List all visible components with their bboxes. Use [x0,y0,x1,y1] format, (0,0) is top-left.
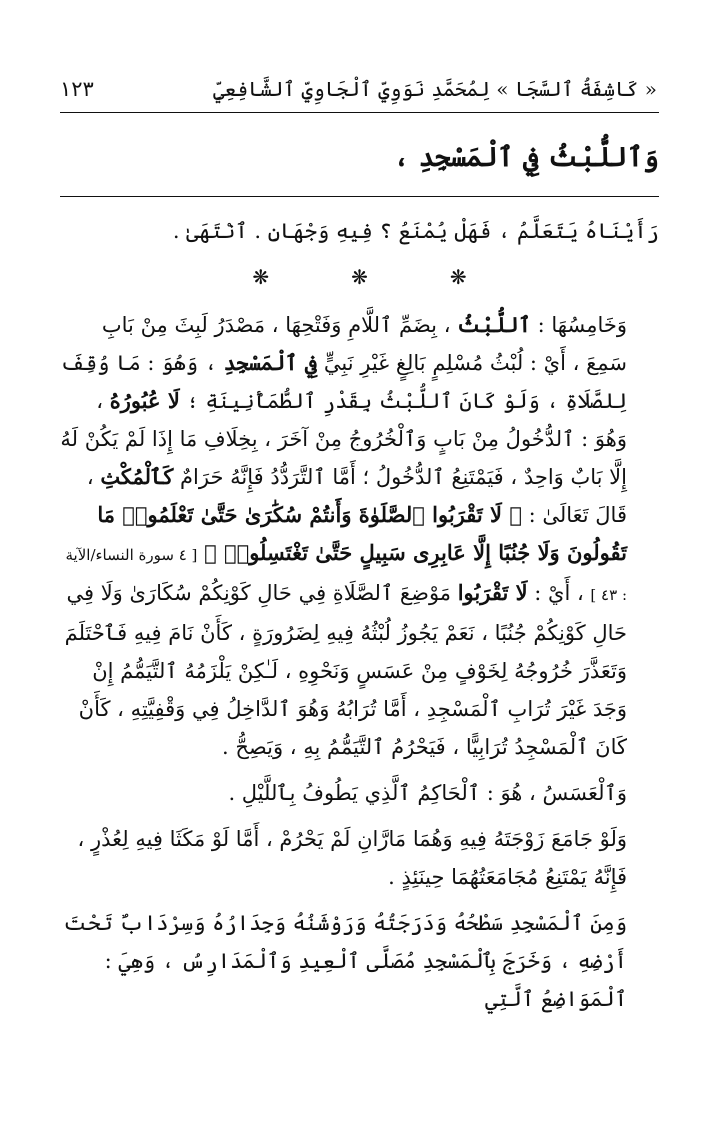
paragraph-end-of-previous: رَأَيْنَاهُ يَتَعَلَّمُ ، فَهَلْ يُمْنَعُ ؟ فِيهِ وَجْهَانِ . ٱنْتَهَىٰ . [172,219,659,243]
asterisk-ornament: ❋ [252,265,270,289]
asterisk-ornament: ❋ [449,265,467,289]
quran-verse: ﴿ لَا تَقْرَبُوا ٱلصَّلَوٰةَ وَأَنتُمْ سُكَٰرَىٰ حَتَّىٰ تَعْلَمُوا۟ مَا تَقُولُونَ وَلَا جُنُبًا إِلَّا عَابِرِى سَبِيلٍ حَتَّىٰ تَغْتَسِلُوا۟ ﴾ [97,502,627,565]
asterisk-ornament: ❋ [351,265,368,289]
text-segment: ، بِضَمِّ ٱللَّامِ وَفَتْحِهَا ، مَصْدَرُ لَبِثَ مِنْ بَابِ سَمِعَ ، أَيْ : لُبْثُ مُسْلِمٍ بَالِغٍ غَيْرِ نَبِيٍّ [101,313,627,375]
term-not-passing: لَا عُبُورُهُ [109,388,180,413]
paragraph-fifth-item [60,306,659,766]
section-divider-rule [60,196,659,197]
term-in-mosque: فِي ٱلْمَسْجِدِ [223,350,318,375]
running-header [60,72,657,106]
text-segment: ، أَيْ : [527,581,591,605]
term-like-staying: كَٱلْمُكْثِ [100,464,174,489]
body-text [60,212,659,1026]
verse-reference: [ ٤ سورة النساء/الآية : ٤٣ ] [65,546,627,604]
paragraph-mosque-parts: وَمِنَ ٱلْمَسْجِدِ سَطْحُهُ وَدَرَجَتُهُ وَرَوْشَنُهُ وَجِدَارُهُ وَسِرْدَابٌ تَحْتَ أَرْضِهِ ، وَخَرَجَ بِٱلْمَسْجِدِ مُصَلَّى ٱلْعِيدِ وَٱلْمَدَارِسُ ، وَهِيَ : ٱلْمَوَاضِعُ ٱلَّتِي [63,911,627,1011]
para-intro: وَخَامِسُهَا : [530,313,627,337]
text-segment: ، وَهُوَ : مَا وُقِفَ لِلصَّلَاةِ ، وَلَوْ كَانَ ٱللُّبْثُ بِقَدْرِ ٱلطُّمَأْنِينَةِ ؛ [60,351,627,413]
header-rule [60,112,659,113]
term-lubth: ٱللُّبْثُ [457,312,531,337]
page-number: ١٢٣ [60,77,94,101]
paragraph-intercourse: وَلَوْ جَامَعَ زَوْجَتَهُ فِيهِ وَهُمَا مَارَّانِ لَمْ يَحْرُمْ ، أَمَّا لَوْ مَكَثَا فِيهِ لِعُذْرٍ ، فَإِنَّهُ يَمْتَنِعُ مُجَامَعَتُهُمَا حِينَئِذٍ . [77,827,627,889]
paragraph-asas: وَٱلْعَسَسُ ، هُوَ : ٱلْحَاكِمُ ٱلَّذِي يَطُوفُ بِٱللَّيْلِ . [228,781,627,805]
term-dont-approach: لَا تَقْرَبُوا [457,580,528,605]
text-segment: مَوْضِعَ ٱلصَّلَاةِ فِي حَالِ كَوْنِكُمْ سُكَارَىٰ وَلَا فِي حَالِ كَوْنِكُمْ جُنُبًا ، نَعَمْ يَجُوزُ لُبْثُهُ فِيهِ لِضَرُورَةٍ ، كَأَنْ نَامَ فِيهِ فَٱحْتَلَمَ وَتَعَذَّرَ خُرُوجُهُ لِخَوْفٍ مِنْ عَسَسٍ وَنَحْوِهِ ، لَـٰكِنْ يَلْزَمُهُ ٱلتَّيَمُّمُ إِنْ وَجَدَ غَيْرَ تُرَابِ ٱلْمَسْجِدِ ، أَمَّا تُرَابُهُ وَهُوَ ٱلدَّاخِلُ فِي وَقْفِيَّتِهِ ، كَأَنْ كَانَ ٱلْمَسْجِدُ تُرَابِيًّا ، فَيَحْرُمُ ٱلتَّيَمُّمُ بِهِ ، وَيَصِحُّ . [64,581,627,759]
section-separator [60,258,659,296]
previous-text-fragment: وَٱللُّبْثُ فِي ٱلْمَسْجِدِ ، [393,142,659,173]
text-segment: ، وَهُوَ : ٱلدُّخُولُ مِنْ بَابٍ وَٱلْخُرُوجُ مِنْ آخَرَ ، بِخِلَافِ مَا إِذَا لَمْ يَكُنْ لَهُ إِلَّا بَابٌ وَاحِدٌ ، فَيَمْتَنِعُ ٱلدُّخُولُ ؛ أَمَّا ٱلتَّرَدُّدُ فَإِنَّهُ حَرَامٌ [60,389,627,489]
book-title: « كَاشِفَةُ ٱلسَّجَا » لِمُحَمَّدِ نَوَوِيِّ ٱلْجَاوِيِّ ٱلشَّافِعِيِّ [213,77,657,101]
text-segment: ، قَالَ تَعَالَىٰ : [86,465,627,527]
